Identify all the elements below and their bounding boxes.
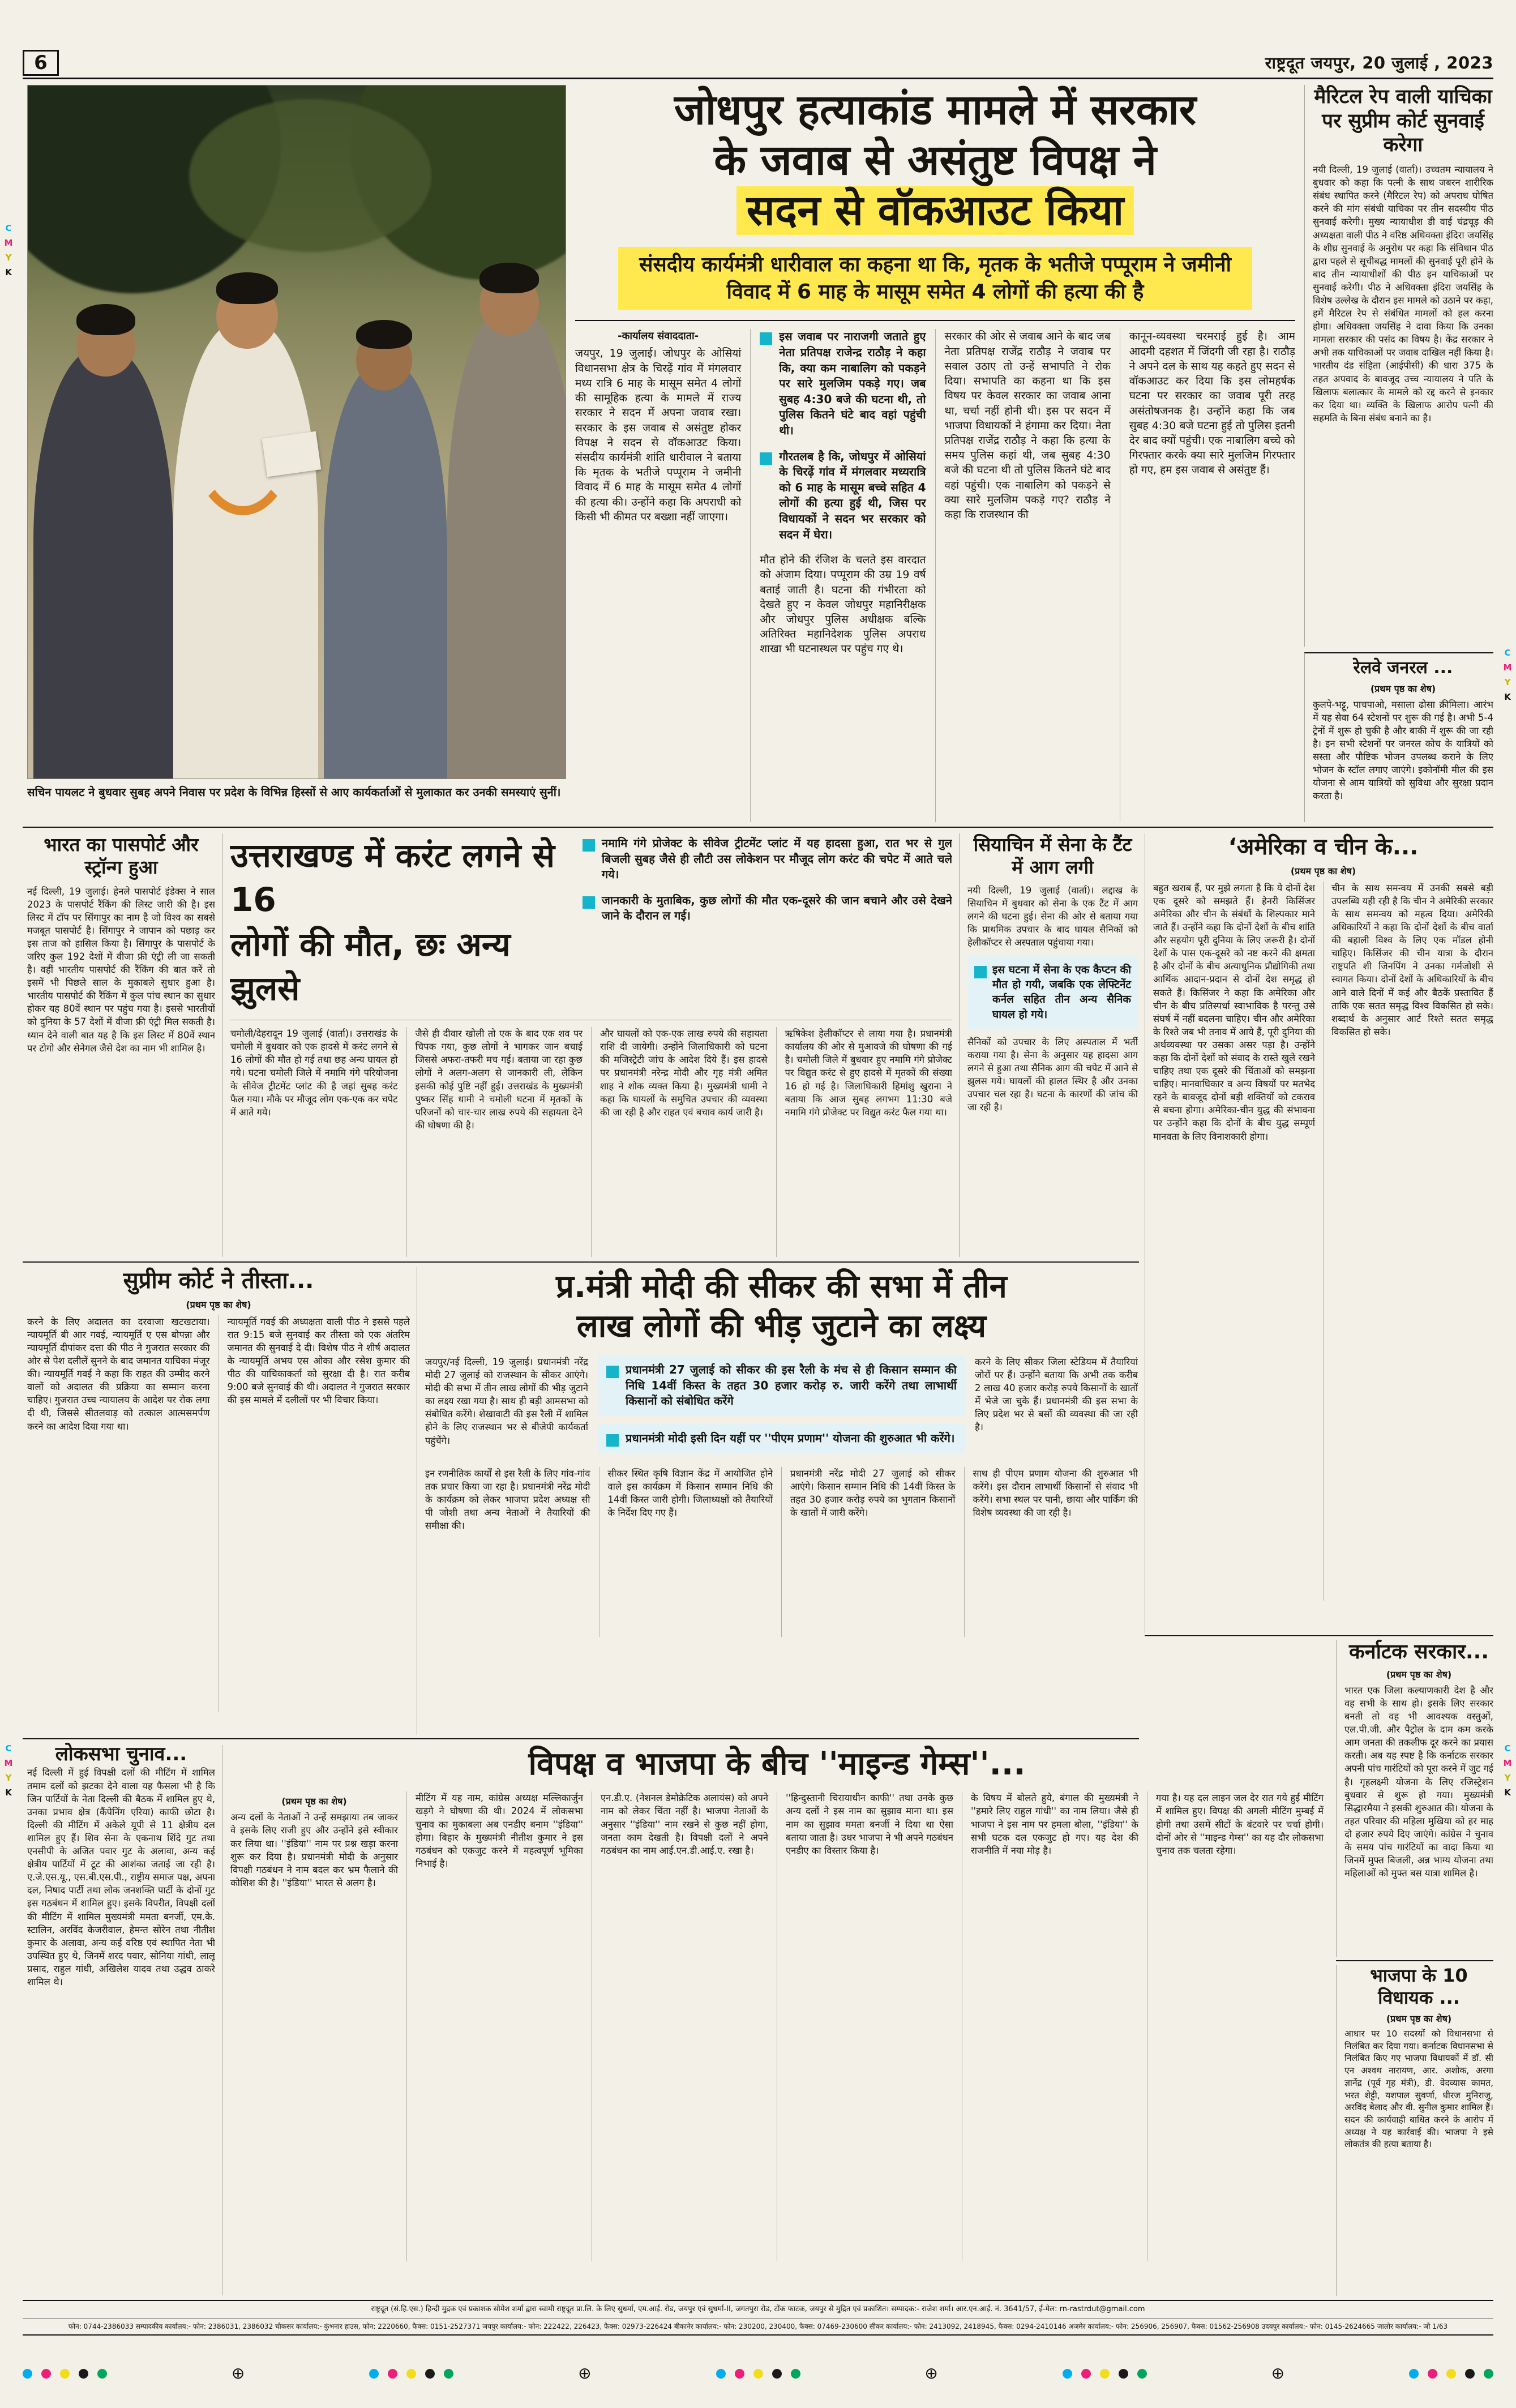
registration-marks-row	[23, 2366, 1493, 2381]
mind-games-body	[230, 1791, 1324, 2261]
section-divider	[23, 1261, 1139, 1263]
body-column: चमोली/देहरादून 19 जुलाई (वार्ता)। उत्तराखंड के चमोली में बुधवार को एक हादसे में करंट लगने से 16 लोगों की मौत हो गई तथा छह अन्य घायल हो गये। घटना चमोली जिले में नमामि गंगे परियोजना के सीवेज ट्रीटमेंट प्लांट की है जहां सुबह करंट फैल गया। मौके पर मौजूद लोग एक-एक कर चपेट में आते गये।	[230, 1028, 398, 1118]
body-column: चीन के साथ समन्वय में उनकी सबसे बड़ी उपलब्धि यही रही है कि चीन ने अमेरिकी सरकार के साथ समन्वय को महत्व दिया। अमेरिकी अधिकारियों ने कहा कि दोनों देशों के बीच वार्ता की बहाली विश्व के लिए एक मॉडल होनी चाहिए। किसिंजर की चीन यात्रा के दौरान राष्ट्रपति शी जिनपिंग ने उनका गर्मजोशी से स्वागत किया। दोनों देशों के अधिकारियों के बीच आने वाले दिनों में कई और बैठकें प्रस्तावित हैं ताकि एक सतत समृद्ध विश्व विकसित हो सके। शब्दार्थ के अनुसार आर्ट रिश्ते सतत समृद्ध विकसित हो सके।	[1323, 882, 1493, 1601]
bullet-square-icon	[583, 896, 595, 909]
print-dot-cyan	[23, 2369, 32, 2379]
cmyk-letter-k: K	[5, 1787, 12, 1798]
print-dot-magenta	[41, 2369, 51, 2379]
headline-line2: लोगों की मौत, छः अन्य झुलसे	[230, 925, 511, 1008]
cmyk-letter-m: M	[4, 238, 13, 248]
print-dot-cyan	[369, 2369, 379, 2379]
imprint-line-2: फोन: 0744-2386033 सम्पादकीय कार्यालय:- फोन: 2386031, 2386032 चौकसर कार्यालय:- कुंभनार हाउस, फोन: 2220660, फैक्स: 0151-2527371 जयपुर कार्यालय:- फोन: 222422, 226423, फैक्स: 02973-226424 बीकानेर कार्यालय:- फोन: 230200, 230400, फैक्स: 07469-230600 सीकर कार्यालय:- फोन: 2413092, 2418945, फैक्स: 0294-2410146 अजमेर कार्यालय:- फोन: 256906, 256907, फैक्स: 01562-256908 उदयपुर कार्यालय:- फोन: 0145-2624665 जालोर कार्यालय:- जौ 1/63	[23, 2318, 1493, 2334]
highlight-box	[967, 956, 1138, 1029]
lead-column-3	[935, 329, 1111, 822]
body-text: जयपुर, 19 जुलाई। जोधपुर के ओसियां विधानसभा क्षेत्र के चिरढ़ें गांव में मंगलवार मध्य रात्रि 6 माह के मासूम समेत 4 लोगों की सामूहिक हत्या के मामले में राज्य सरकार ने सदन में अपना जवाब रखा। सरकार के इस जवाब से असंतुष्ट होकर विपक्ष ने सदन से वॉकआउट किया। संसदीय कार्यमंत्री शांति धारीवाल ने बताया कि मृतक के भतीजे पप्पूराम ने जमीनी विवाद में 6 माह के मासूम समेत 4 लोगों की हत्या की। उन्होंने कहा कि अपराधी को किसी भी कीमत पर बख्शा नहीं जाएगा।	[575, 347, 742, 523]
lead-headline-line2: के जवाब से असंतुष्ट विपक्ष ने	[714, 135, 1157, 185]
cmyk-letter-k: K	[1504, 692, 1511, 702]
cmyk-letter-c: C	[1504, 1743, 1511, 1753]
cmyk-edge-mark	[1502, 1741, 1513, 1800]
bullet-square-icon	[583, 839, 595, 852]
cmyk-letter-k: K	[1504, 1787, 1511, 1798]
byline: -कार्यालय संवाददाता-	[618, 330, 699, 343]
photo-figure-hair	[479, 263, 539, 293]
bullet-text: इस जवाब पर नाराजगी जताते हुए नेता प्रतिपक्ष राजेन्द्र राठौड़ ने कहा कि, क्या कम नाबालिग को पकड़ने पर सारे मुलजिम पकड़े गए। जब सुबह 4:30 बजे की घटना थी, तो पुलिस कितने घंटे बाद वहां पहुंची थी।	[779, 330, 926, 437]
masthead: राष्ट्रदूत जयपुर, 20 जुलाई , 2023	[1265, 53, 1493, 72]
photo-caption: सचिन पायलट ने बुधवार सुबह अपने निवास पर प्रदेश के विभिन्न हिस्सों से आए कार्यकर्ताओं से मुलाकात कर उनकी समस्याएं सुनीं।	[27, 785, 561, 799]
lead-headline-line1: जोधपुर हत्याकांड मामले में सरकार	[674, 85, 1196, 134]
color-dot-group	[1063, 2369, 1147, 2379]
modi-body	[425, 1467, 1138, 1637]
print-dot-magenta	[1081, 2369, 1091, 2379]
cmyk-letter-y: Y	[5, 253, 12, 263]
body-column: बहुत खराब हैं, पर मुझे लगता है कि ये दोनों देश एक दूसरे को समझते हैं। हेनरी किसिंजर अमेरिका और चीन के संबंधों के शिल्पकार माने जाते हैं। उन्होंने कहा कि दोनों देशों के बीच शांति और सहयोग पूरी दुनिया के लिए जरूरी है। दोनों देशों के पास एक-दूसरे को नष्ट करने की क्षमता है और दोनों के बीच अत्याधुनिक प्रौद्योगिकी तथा आर्थिक आदान-प्रदान से दोनों देश समृद्ध हो सकते हैं। किसिंजर ने कहा कि अमेरिका और चीन के बीच प्रतिस्पर्धा स्वाभाविक है परन्तु उसे संघर्ष में नहीं बदलना चाहिए। चीन और अमेरिका के रिश्ते जब भी तनाव में आये हैं, पूरी दुनिया की अर्थव्यवस्था पर उसका असर पड़ा है। उन्होंने कहा कि दोनों देशों को संवाद के रास्ते खुले रखने चाहिए तथा एक दूसरे की चिंताओं को समझना चाहिए। मानवाधिकार व अन्य विषयों पर मतभेद रहने के बावजूद दोनों बड़ी शक्तियों को टकराव से बचना होगा। अमेरिका-चीन युद्ध की संभावना पर उन्होंने कहा कि दोनों के बीच युद्ध सम्पूर्ण मानवता के लिए विनाशकारी होगा।	[1153, 882, 1315, 1142]
article-loksabha-election	[27, 1743, 215, 2295]
article-marital-rape	[1304, 85, 1493, 647]
bullet-square-icon	[760, 452, 772, 465]
color-dot-group	[23, 2369, 107, 2379]
cmyk-letter-y: Y	[1504, 1773, 1511, 1783]
article-karnataka-govt	[1336, 1640, 1493, 1957]
section-headline: भारत का पासपोर्ट और स्ट्रॉन्ग हुआ	[44, 833, 199, 879]
print-dot-yellow	[753, 2369, 763, 2379]
lead-column-4	[1120, 329, 1295, 822]
cmyk-letter-m: M	[1503, 662, 1512, 673]
section-divider	[23, 827, 1493, 828]
lead-column-2	[750, 329, 926, 822]
print-dot-black	[1119, 2369, 1128, 2379]
article-passport	[27, 833, 215, 1257]
section-headline: विपक्ष व भाजपा के बीच ''माइन्ड गेम्स''...	[528, 1746, 1026, 1782]
color-dot-group	[716, 2369, 800, 2379]
uttarakhand-headline-row	[230, 833, 952, 1011]
print-dot-green	[791, 2369, 800, 2379]
print-dot-yellow	[60, 2369, 70, 2379]
photo-paper	[262, 431, 322, 477]
highlight-bullet	[760, 329, 926, 438]
print-dot-black	[772, 2369, 782, 2379]
article-bjp-10-mlas	[1336, 1965, 1493, 2296]
body-text: मौत होने की रंजिश के चलते इस वारदात को अंजाम दिया। पप्पूराम की उम्र 19 वर्ष बताई जाती है। घटना की गंभीरता को देखते हुए न केवल जोधपुर महानिरीक्षक और जोधपुर पुलिस अधीक्षक बल्कि अतिरिक्त महानिदेशक पुलिस अपराध शाखा भी घटनास्थल पर पहुंच गए थे।	[760, 554, 926, 656]
uttarakhand-bullets	[570, 833, 952, 1011]
print-dot-magenta	[1428, 2369, 1437, 2379]
headline-line1: प्र.मंत्री मोदी की सीकर की सभा में तीन	[556, 1268, 1007, 1305]
cmyk-letter-y: Y	[5, 1773, 12, 1783]
body-column: साथ ही पीएम प्रणाम योजना की शुरुआत भी करेंगे। इस दौरान लाभार्थी किसानों से संवाद भी करेंगे। सभा स्थल पर पानी, छाया और पार्किंग की विशेष व्यवस्था की जा रही है।	[964, 1467, 1138, 1637]
registration-crosshair-icon: ⊕	[1271, 2364, 1285, 2383]
section-headline: रेलवे जनरल ...	[1353, 658, 1453, 678]
print-dot-cyan	[1063, 2369, 1072, 2379]
print-dot-green	[1484, 2369, 1493, 2379]
print-dot-black	[1465, 2369, 1475, 2379]
america-body	[1153, 882, 1493, 1601]
cmyk-letter-y: Y	[1504, 677, 1511, 687]
highlight-box-text: इस घटना में सेना के एक कैप्टन की मौत हो गयी, जबकि एक लेफ्टिनेंट कर्नल सहित तीन अन्य सैनिक घायल हो गये।	[992, 963, 1131, 1021]
body-column: प्रधानमंत्री नरेंद्र मोदी 27 जुलाई को सीकर आएंगे। किसान सम्मान निधि की 14वीं किस्त के तहत 30 हजार करोड़ रुपये का भुगतान किसानों के खातों में जारी करेंगे।	[781, 1467, 956, 1637]
color-dot-group	[1409, 2369, 1493, 2379]
highlight-bullet	[583, 893, 952, 924]
section-headline: सुप्रीम कोर्ट ने तीस्ता...	[123, 1268, 314, 1294]
print-dot-green	[97, 2369, 107, 2379]
cmyk-letter-c: C	[5, 223, 12, 233]
bullet-text: नमामि गंगे प्रोजेक्ट के सीवेज ट्रीटमेंट प्लांट में यह हादसा हुआ, रात भर से गुल बिजली सुबह जैसे ही लौटी उस लोकेशन पर मौजूद लोग करंट की चपेट में आते चले गये।	[602, 836, 952, 882]
section-headline: मैरिटल रेप वाली याचिका पर सुप्रीम कोर्ट सुनवाई करेगा	[1314, 85, 1492, 157]
imprint-footer	[23, 2300, 1493, 2336]
body-text: अन्य दलों के नेताओं ने उन्हें समझाया तब जाकर वे इसके लिए राजी हुए और उन्होंने इसे स्वीकार कर लिया था। ''इंडिया'' नाम पर प्रश्न खड़ा करना शुरू कर दिया है। प्रधानमंत्री मोदी के अनुसार विपक्षी गठबंधन ने नाम बदल कर भ्रम फैलाने की कोशिश की है। ''इंडिया'' भारत से अलग है।	[230, 1812, 398, 1888]
print-dot-yellow	[1100, 2369, 1110, 2379]
article-modi-sikar	[417, 1267, 1138, 1735]
registration-crosshair-icon: ⊕	[231, 2364, 245, 2383]
section-headline	[230, 833, 570, 1011]
cmyk-edge-mark	[1502, 645, 1513, 704]
body-column: मीटिंग में यह नाम, कांग्रेस अध्यक्ष मल्लिकार्जुन खड़गे ने घोषणा की थी। 2024 में लोकसभा चुनाव का मुकाबला अब एनडीए बनाम ''इंडिया'' होगा। बिहार के मुख्यमंत्री नीतीश कुमार ने इस गठबंधन को एकजुट करने में महत्वपूर्ण भूमिका निभाई है।	[406, 1791, 583, 2261]
article-uttarakhand-current	[222, 833, 952, 1257]
body-text: नई दिल्ली में हुई विपक्षी दलों की मीटिंग में शामिल तमाम दलों को झटका देने वाला यह फैसला भी है कि जिन पार्टियों के नेता दिल्ली की बैठक में शामिल हुए थे, उनका प्रभाव क्षेत्र (कैंपेनिंग एरिया) काफी छोटा है। दिल्ली की मीटिंग में अकेले यूपी से 11 क्षेत्रीय दल शामिल हुए हैं। शिव सेना के एकनाथ शिंदे गुट तथा एनसीपी के अजित पवार गुट के अलावा, अन्य कई क्षेत्रीय पार्टियों में टूट की आशंका जताई जा रही है। ए.जे.एस.यू., एस.बी.एस.पी., राष्ट्रीय समाज पक्ष, अपना दल, निषाद पार्टी तथा लोक जनशक्ति पार्टी के दोनों गुट इस गठबंधन में शामिल हुए। इसके विपरीत, विपक्षी दलों की मीटिंग में शामिल मुख्यमंत्री ममता बनर्जी, एम.के. स्टालिन, अरविंद केजरीवाल, हेमन्त सोरेन तथा नीतीश कुमार के अलावा, अन्य कई वरिष्ठ एवं स्थापित नेता भी उपस्थित हुए थे, जिनमें शरद पवार, सोनिया गांधी, लालू प्रसाद, राहुल गांधी, अखिलेश यादव तथा उद्धव ठाकरे शामिल थे।	[27, 1767, 215, 1987]
page-header	[23, 48, 1493, 79]
print-dot-magenta	[735, 2369, 744, 2379]
bullet-square-icon	[606, 1366, 619, 1378]
news-photo	[27, 85, 566, 779]
body-column: एन.डी.ए. (नेशनल डेमोक्रेटिक अलायंस) को अपने नाम को लेकर चिंता नहीं है। भाजपा नेताओं के अनुसार ''इंडिया'' नाम रखने से कुछ नहीं होगा, जनता काम देखती है। विपक्षी दलों ने अपने गठबंधन का नाम आई.एन.डी.आई.ए. रखा है।	[592, 1791, 768, 2261]
cmyk-letter-m: M	[4, 1758, 13, 1768]
body-column: ''हिन्दुस्तानी चिरायाधीन काफी'' तथा उनके कुछ अन्य दलों ने इस नाम का सुझाव माना था। इस नाम का सुझाव ममता बनर्जी ने दिया था ऐसा बताया जाता है। उधर भाजपा ने भी अपने गठबंधन एनडीए का विस्तार किया है।	[777, 1791, 953, 2261]
lead-body	[575, 320, 1295, 822]
cmyk-letter-k: K	[5, 267, 12, 277]
section-headline: भाजपा के 10 विधायक ...	[1370, 1965, 1468, 2009]
print-dot-magenta	[388, 2369, 397, 2379]
continued-note: (प्रथम पृष्ठ का शेष)	[281, 1796, 347, 1807]
body-text: कुलपे-भट्टू, पाचपाओ, मसाला ढोसा क्रीमिला। आरंभ में यह सेवा 64 स्टेशनों पर शुरू की गई है। अभी 5-4 ट्रेनों में शुरू हो चुकी है और बाकी में शुरू की जा रही है। इन सभी स्टेशनों पर जनरल कोच के यात्रियों को सस्ता और पौष्टिक भोजन उपलब्ध कराने के लिए भोजन के स्टॉल लगाए जाएंगे। इकोनॉमी मील की इस योजना से आम यात्रियों को सुविधा और सुरक्षा प्रदान करता है।	[1313, 699, 1493, 802]
article-jodhpur-walkout	[575, 85, 1295, 822]
body-text: नई दिल्ली, 19 जुलाई। हेनले पासपोर्ट इंडेक्स ने साल 2023 के पासपोर्ट रैंकिंग की लिस्ट जारी की है। इस लिस्ट में टॉप पर सिंगापुर का नाम है जो विश्व का सबसे मजबूत पासपोर्ट है। सिंगापुर ने जापान को पछाड़ कर इस ताज को हासिल किया है। सिंगापुर के पासपोर्ट के जरिए कुल 192 देशों में वीजा फ्री एंट्री ली जा सकती है। वहीं भारतीय पासपोर्ट की रैंकिंग की बात करें तो इसमें भी पिछले साल के मुकाबले सुधार हुआ है। भारतीय पासपोर्ट की रैंकिंग में कुल पांच स्थान का सुधार होकर यह 80वें स्थान पर पहुंच गया है। इससे भारतीयों को दुनिया के 57 देशों में वीजा फ्री एंट्री मिल सकती है। ध्यान देने वाली बात यह है कि इस लिस्ट में 80वें स्थान पर टोगो और सेनेगल जैसे देश का नाम भी शामिल है।	[27, 886, 215, 1054]
print-dot-yellow	[406, 2369, 416, 2379]
photo-figure-hair	[356, 320, 413, 349]
lead-subhead: संसदीय कार्यमंत्री धारीवाल का कहना था कि, मृतक के भतीजे पप्पूराम ने जमीनी विवाद में 6 माह के मासूम समेत 4 लोगों की हत्या की है	[618, 247, 1252, 310]
print-dot-cyan	[1409, 2369, 1419, 2379]
body-column	[230, 1791, 398, 2261]
section-headline: सियाचिन में सेना के टैंट में आग लगी	[973, 833, 1132, 879]
continued-note: (प्रथम पृष्ठ का शेष)	[186, 1299, 251, 1310]
photo-figure	[33, 349, 173, 779]
bullet-text: जानकारी के मुताबिक, कुछ लोगों की मौत एक-दूसरे की जान बचाने और उसे देखने जाने के दौरान ल गई।	[602, 893, 952, 923]
body-column: और घायलों को एक-एक लाख रुपये की सहायता राशि दी जायेगी। उन्होंने जिलाधिकारी को घटना की मजिस्ट्रेटी जांच के आदेश दिये हैं। इस हादसे पर प्रधानमंत्री नरेन्द्र मोदी और गृह मंत्री अमित शाह ने शोक व्यक्त किया है। मुख्यमंत्री धामी ने कहा कि घायलों के समुचित उपचार की व्यवस्था की जा रही है और राहत एवं बचाव कार्य जारी है।	[591, 1027, 768, 1257]
article-siachen-fire	[959, 833, 1138, 1257]
cmyk-letter-m: M	[1503, 1758, 1512, 1768]
highlight-bullet	[598, 1355, 965, 1416]
page-number: 6	[23, 50, 59, 76]
body-column: इन रणनीतिक कार्यों से इस रैली के लिए गांव-गांव तक प्रचार किया जा रहा है। प्रधानमंत्री नरेंद्र मोदी के कार्यक्रम को लेकर भाजपा प्रदेश अध्यक्ष सी पी जोशी तथा अन्य नेताओं ने तैयारियों की समीक्षा की।	[425, 1468, 590, 1532]
section-headline: कर्नाटक सरकार...	[1348, 1640, 1489, 1663]
body-text: सैनिकों को उपचार के लिए अस्पताल में भर्ती कराया गया है। सेना के अनुसार यह हादसा आग लगने से हुआ तथा सैनिक आग की चपेट में आने से झुलस गये। घायलों की हालत स्थिर है और उनका उपचार चल रहा है। घटना के कारणों की जांच की जा रही है।	[967, 1036, 1138, 1113]
body-text: आधार पर 10 सदस्यों को विधानसभा से निलंबित कर दिया गया। कर्नाटक विधानसभा से निलंबित किए गए भाजपा विधायकों में डॉ. सी एन अश्वथ नारायण, आर. अशोक, अरगा ज्ञानेंद्र (पूर्व गृह मंत्री), डी. वेदव्यास कामत, भरत शेट्टी, यशपाल सुवर्णा, धीरज मुनिराजु, अरविंद बेलाद और वी. सुनील कुमार शामिल हैं। सदन की कार्यवाही बाधित करने के आरोप में अध्यक्ष ने यह कार्रवाई की। भाजपा ने इसे लोकतंत्र की हत्या बताया है।	[1344, 2029, 1493, 2150]
body-text: नयी दिल्ली, 19 जुलाई (वार्ता)। उच्चतम न्यायालय ने बुधवार को कहा कि पत्नी के साथ जबरन शारीरिक संबंध स्थापित करने (मैरिटल रेप) को अपराध घोषित करने की मांग संबंधी याचिका पर तीन सदस्यीय पीठ सुनवाई करेगी। मुख्य न्यायाधीश डी वाई चंद्रचूड़ की अध्यक्षता वाली पीठ ने वरिष्ठ अधिवक्ता इंदिरा जयसिंह के शीघ्र सुनवाई के अनुरोध पर कहा कि संविधान पीठ द्वारा पहले से सूचीबद्ध मामलों की सुनवाई पूरी होने के बाद तीन न्यायाधीशों की पीठ इन याचिकाओं पर सुनवाई करेगी। पीठ ने अधिवक्ता इंदिरा जयसिंह के विशेष उल्लेख के दौरान इस मामले को उठाने पर कहा, हमें मैरिटल रेप से संबंधित मामलों को हल करना होगा। अधिवक्ता जयसिंह ने दावा किया कि उनका मामला सरकार की पसंद का विषय है। केंद्र सरकार ने अभी तक याचिकाओं पर जवाब दाखिल नहीं किया है। भारतीय दंड संहिता (आईपीसी) की धारा 375 के तहत अपवाद के बावजूद उच्च न्यायालय ने पति के खिलाफ बलात्कार के मामले को रद्द करने से इनकार कर दिया था। व्यक्ति के खिलाफ आरोप पत्नी की सहमति के बिना संबंध बनाने का है।	[1313, 164, 1493, 424]
section-headline: लोकसभा चुनाव...	[55, 1743, 187, 1765]
body-column: न्यायमूर्ति गवई की अध्यक्षता वाली पीठ ने इससे पहले रात 9:15 बजे सुनवाई कर तीस्ता को एक अंतरिम जमानत की सुनवाई दे दी। विशेष पीठ ने शीर्ष अदालत के न्यायमूर्ति अभय एस ओका और रसेश कुमार की पीठ की याचिकाकर्ता को सुरक्षा दी है। रात करीब 9:00 बजे सुनवाई की थी। अदालत ने गुजरात सरकार की इस मामले में दलीलों पर भी विचार किया।	[219, 1315, 410, 1712]
headline-line2: लाख लोगों की भीड़ जुटाने का लक्ष्य	[576, 1308, 987, 1345]
modi-bullets	[588, 1355, 975, 1461]
article-railway-general	[1304, 652, 1493, 822]
body-text: भारत एक जिला कल्याणकारी देश है और वह सभी के साथ हो। इसके लिए सरकार बनती तो वह भी आवश्यक वस्तुओं, एल.पी.जी. और पैट्रोल के दाम कम करके आम जनता की तकलीफ दूर करने का प्रयास करती। अब यह स्पष्ट है कि कर्नाटक सरकार अपनी पांच गारंटियों को पूरा करने में जुट गई है। गृहलक्ष्मी योजना के लिए रजिस्ट्रेशन बुधवार से शुरू हो गया। मुख्यमंत्री सिद्धारमैया ने इसकी शुरुआत की। योजना के तहत परिवार की महिला मुखिया को हर माह दो हजार रुपये दिए जाएंगे। कांग्रेस ने चुनाव के समय पांच गारंटियों का वादा किया था जिनमें मुफ्त बिजली, अन्न भाग्य योजना तथा महिलाओं को मुफ्त बस यात्रा शामिल है।	[1344, 1684, 1493, 1879]
bullet-text: प्रधानमंत्री मोदी इसी दिन यहीं पर ''पीएम प्रणाम'' योजना की शुरुआत भी करेंगे।	[626, 1431, 955, 1445]
section-headline: ‘अमेरिका व चीन के...	[1228, 834, 1419, 860]
bullet-square-icon	[974, 966, 987, 978]
teesta-body	[27, 1315, 410, 1712]
body-text: सरकार की ओर से जवाब आने के बाद जब नेता प्रतिपक्ष राजेंद्र राठौड़ ने जवाब पर सवाल उठाए तो उन्हें सभापति ने रोक दिया। सभापति का कहना था कि इस विषय पर केवल सरकार का जवाब आना था, चर्चा नहीं होनी थी। इस पर सदन में भाजपा विधायकों ने हंगामा कर दिया। नेता प्रतिपक्ष राजेंद्र राठौड़ ने कहा कि हत्या के समय पुलिस कहां थी, जब सुबह 4:30 बजे की घटना थी तो पुलिस कितने घंटे बाद वहां पहुंची। एक नाबालिग को पकड़ने से क्या सारे मुलजिम पकड़े गए? राठौड़ ने कहा कि राजस्थान की	[944, 330, 1111, 521]
body-column: करने के लिए सीकर जिला स्टेडियम में तैयारियां जोरों पर हैं। उन्होंने बताया कि अभी तक करीब 2 लाख 40 हजार करोड़ रुपये किसानों के खातों में भेजे जा चुके हैं। प्रधानमंत्री की इस सभा के लिए प्रदेश भर से बसों की व्यवस्था की जा रही है।	[975, 1357, 1138, 1433]
bullet-square-icon	[606, 1434, 619, 1447]
section-divider	[1336, 1960, 1493, 1961]
cmyk-edge-mark	[3, 1741, 14, 1800]
print-dot-black	[425, 2369, 435, 2379]
photo-figure-hair	[76, 304, 136, 335]
section-divider	[23, 1738, 1139, 1739]
lead-photo-block	[27, 85, 566, 822]
body-column: जैसे ही दीवार खोली तो एक के बाद एक शव पर चिपक गया, कुछ लोगों ने भागकर जान बचाई जिससे अफरा-तफरी मच गई। बताया जा रहा कुछ लोगों ने अलग-अलग से जानकारी ली, लेकिन इसकी कोई पुष्टि नहीं हुई। उत्तराखंड के मुख्यमंत्री पुष्कर सिंह धामी ने चमोली घटना में मृतकों के परिजनों को चार-चार लाख रुपये की सहायता देने की घोषणा की है।	[406, 1027, 583, 1257]
bullet-text: प्रधानमंत्री 27 जुलाई को सीकर की इस रैली के मंच से ही किसान सम्मान की निधि 14वीं किस्त के तहत 30 हजार करोड़ रु. जारी करेंगे तथा लाभार्थी किसानों को संबोधित करेंगे	[626, 1363, 957, 1408]
registration-crosshair-icon: ⊕	[924, 2364, 938, 2383]
cmyk-letter-c: C	[5, 1743, 12, 1753]
lead-column-1	[575, 329, 741, 822]
article-teesta	[27, 1267, 410, 1735]
body-column: गया है। यह दल लाइन जल देर रात गये हुई मीटिंग में शामिल हुए। विपक्ष की अगली मीटिंग मुम्बई में होगी तथा उसमें सीटों के बंटवारे पर चर्चा होगी। दोनों ओर से ''माइन्ड गेम्स'' का यह दौर लोकसभा चुनाव तक चलता रहेगा।	[1147, 1791, 1324, 2261]
bullet-text: गौरतलब है कि, जोधपुर में ओसियां के चिरढ़ें गांव में मंगलवार मध्यरात्रि को 6 माह के मासूम बच्चे सहित 4 लोगों की हत्या हुई थी, जिस पर विधायकों ने सदन भर सरकार को सदन में घेरा।	[779, 449, 926, 541]
photo-foliage	[189, 99, 431, 251]
print-dot-green	[444, 2369, 453, 2379]
photo-figure	[324, 363, 448, 779]
highlight-bullet	[598, 1424, 965, 1453]
continued-note: (प्रथम पृष्ठ का शेष)	[1370, 683, 1436, 694]
section-divider	[1145, 1635, 1493, 1636]
print-dot-yellow	[1446, 2369, 1456, 2379]
modi-top-row	[425, 1355, 1138, 1461]
article-america-china	[1145, 833, 1493, 1633]
body-column: जयपुर/नई दिल्ली, 19 जुलाई। प्रधानमंत्री नरेंद्र मोदी 27 जुलाई को राजस्थान के सीकर आएंगे। मोदी की सभा में तीन लाख लोगों की भीड़ जुटाने का लक्ष्य रखा गया है। साथ ही बड़ी आमसभा को संबोधित करेंगे। शेखावाटी की इस रैली में शामिल होने के लिए राजस्थान भर से बीजेपी कार्यकर्ता पहुंचेंगे।	[425, 1357, 588, 1446]
continued-note: (प्रथम पृष्ठ का शेष)	[1290, 865, 1356, 876]
body-column: के विषय में बोलते हुये, बंगाल की मुख्यमंत्री ने ''हमारे लिए राहुल गांधी'' का नाम लिया। जैसे ही भाजपा ने इस नाम पर हमला बोला, ''इंडिया'' के सभी घटक दल एकजुट हो गए। यह देश की राजनीति में नया मोड़ है।	[962, 1791, 1138, 2261]
highlight-bullet	[583, 836, 952, 883]
bullet-square-icon	[760, 332, 772, 345]
print-dot-green	[1137, 2369, 1147, 2379]
uttarakhand-body	[230, 1020, 952, 1257]
body-column: ऋषिकेश हेलीकॉप्टर से लाया गया है। प्रधानमंत्री कार्यालय की ओर से मुआवजे की घोषणा की गई है। चमोली जिले में बुधवार हुए नमामि गंगे प्रोजेक्ट पर विद्युत करंट से हुए हादसे में मृतकों की संख्या 16 हो गई है। जिलाधिकारी हिमांशु खुराना ने बताया कि आज सुबह लगभग 11:30 बजे नमामि गंगे प्रोजेक्ट पर विद्युत करंट फैल गया था।	[776, 1027, 953, 1257]
color-dot-group	[369, 2369, 453, 2379]
cmyk-letter-c: C	[1504, 648, 1511, 658]
body-text: नयी दिल्ली, 19 जुलाई (वार्ता)। लद्दाख के सियाचिन में बुधवार को सेना के एक टैंट में आग लगने की घटना हुई। सेना की ओर से बताया गया कि प्राथमिक उपचार के बाद घायल सैनिकों को हेलीकॉप्टर से अस्पताल पहुंचाया गया।	[967, 884, 1138, 948]
photo-garland	[189, 349, 297, 515]
imprint-line-1: राष्ट्रदूत (सं.हि.एस.) हिन्दी मुद्रक एवं प्रकाशक सोमेश शर्मा द्वारा स्वामी राष्ट्रदूत प्रा.लि. के लिए सुधर्मा, एम.आई. रोड, जयपुर एवं सुधर्मा-II, जगतपुरा रोड, टोंक फाटक, जयपुर से मुद्रित एवं प्रकाशित। सम्पादक:- राजेश शर्मा। आर.एन.आई. नं. 3641/57, ई-मेल: rn-rastrdut@gmail.com	[371, 2305, 1145, 2313]
headline-line1: उत्तराखण्ड में करंट लगने से 16	[230, 836, 555, 919]
photo-figure	[447, 307, 566, 779]
article-mind-games	[222, 1745, 1324, 2295]
continued-note: (प्रथम पृष्ठ का शेष)	[1386, 1669, 1452, 1680]
lead-headline-line3	[575, 186, 1295, 236]
print-dot-cyan	[716, 2369, 726, 2379]
registration-crosshair-icon: ⊕	[578, 2364, 592, 2383]
photo-figure-hair	[216, 272, 278, 303]
body-column: सीकर स्थित कृषि विज्ञान केंद्र में आयोजित होने वाले इस कार्यक्रम में किसान सम्मान निधि की 14वीं किस्त जारी होगी। जिलाध्यक्षों को तैयारियों के निर्देश दिए गए हैं।	[599, 1467, 773, 1637]
body-text: कानून-व्यवस्था चरमराई हुई है। आम आदमी दहशत में जिंदगी जी रहा है। राठौड़ ने अपने दल के साथ यह कहते हुए सदन से वॉकआउट कर दिया कि इस लोमहर्षक घटना पर सरकार का जवाब पूरी तरह असंतोषजनक है। उन्होंने कहा कि जब सुबह 4:30 बजे घटना हुई तो पुलिस इतनी देर बाद क्यों पहुंची। एक नाबालिग बच्चे को गिरफ्तार करके क्या सारे मुलजिम गिरफ्तार हो गए, हम इस जवाब से असंतुष्ट हैं।	[1129, 330, 1295, 477]
continued-note: (प्रथम पृष्ठ का शेष)	[1386, 2013, 1452, 2025]
highlight-bullet	[760, 449, 926, 543]
print-dot-black	[79, 2369, 88, 2379]
lead-headline-highlight: सदन से वॉकआउट किया	[736, 186, 1134, 235]
body-column: करने के लिए अदालत का दरवाजा खटखटाया। न्यायमूर्ति बी आर गवई, न्यायमूर्ति ए एस बोपन्ना और न्यायमूर्ति दीपांकर दत्ता की पीठ ने गुजरात सरकार की ओर से पेश दलीलें सुनने के बाद जमानत याचिका मंजूर की। न्यायमूर्ति गवई ने कहा कि राहत की उम्मीद करने वालों को अदालत की प्रक्रिया का सम्मान करना चाहिए। गुजरात उच्च न्यायालय के आदेश पर रोक लगा दी थी, जिससे सीतलवाड़ को तत्काल आत्मसमर्पण करने का आदेश दिया गया था।	[27, 1316, 210, 1432]
cmyk-edge-mark	[3, 221, 14, 280]
